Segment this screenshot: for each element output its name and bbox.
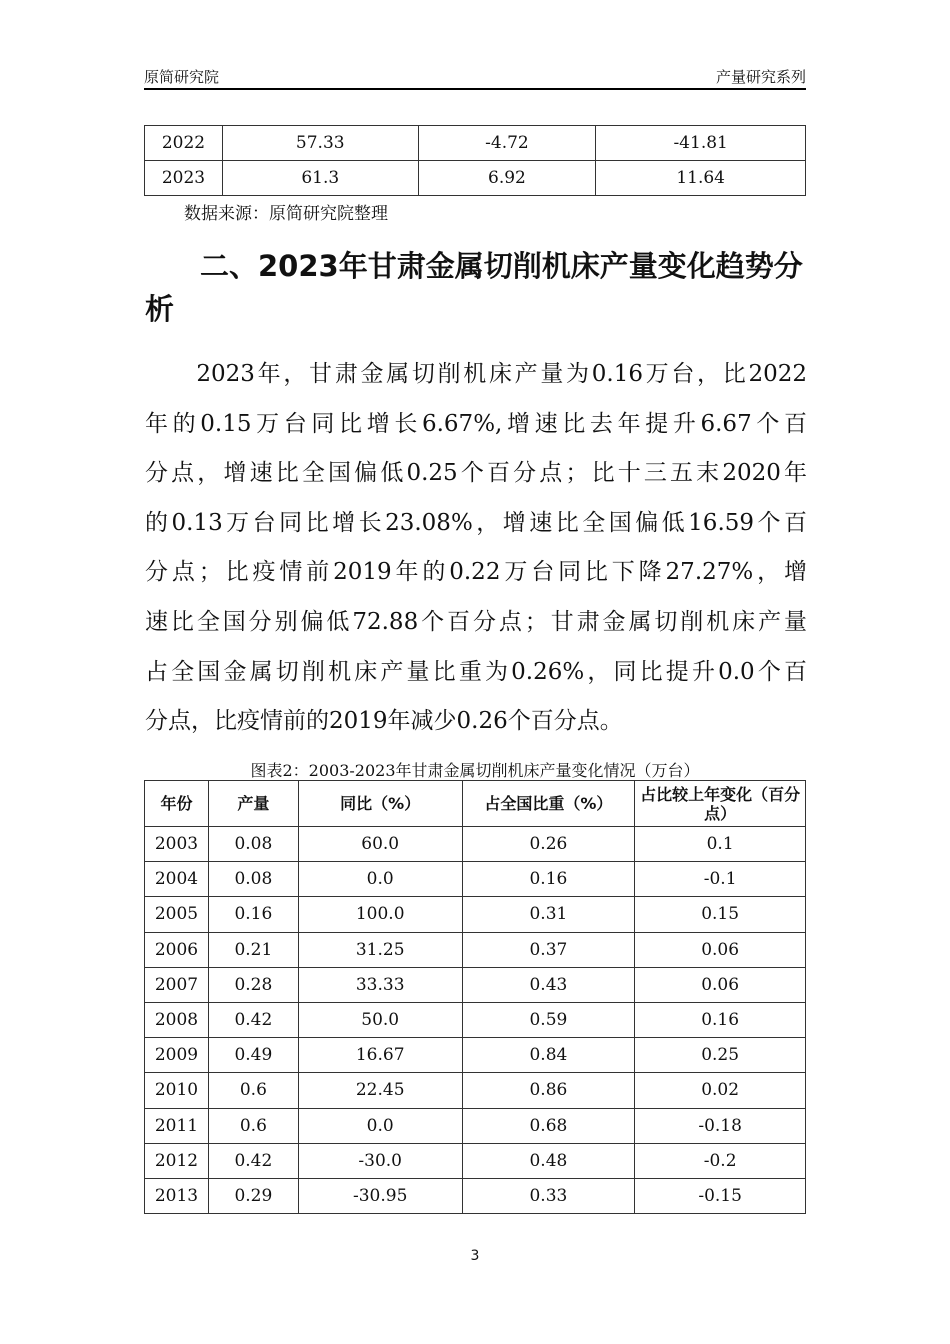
table-cell: 0.84	[462, 1038, 635, 1073]
table-cell: 0.28	[208, 967, 298, 1002]
page-number: 3	[470, 1248, 480, 1264]
column-header: 占比较上年变化（百分点）	[635, 781, 806, 827]
table-row	[145, 967, 806, 1002]
paragraph-line: 的0.13万台同比增长23.08%，增速比全国偏低16.59个百	[145, 509, 807, 536]
table-cell: 0.31	[462, 897, 635, 932]
table-cell: 2022	[145, 126, 223, 161]
table-cell: 0.06	[635, 967, 806, 1002]
table-cell: 0.21	[208, 932, 298, 967]
table-cell: 0.15	[635, 897, 806, 932]
table-row	[145, 161, 806, 196]
paragraph-line: 分点；比疫情前2019年的0.22万台同比下降27.27%，增	[145, 559, 807, 586]
header-org: 原简研究院	[144, 68, 220, 86]
column-header: 年份	[145, 781, 209, 827]
section-heading: 二、2023年甘肃金属切削机床产量变化趋势分	[200, 249, 803, 283]
table-row	[145, 126, 806, 161]
table-cell: 0.42	[208, 1143, 298, 1178]
table-cell: 0.1	[635, 827, 806, 862]
table-cell: -30.95	[298, 1178, 462, 1213]
table-cell: 0.0	[298, 862, 462, 897]
paragraph-line: 分点，比疫情前的2019年减少0.26个百分点。	[145, 708, 623, 735]
table-cell: 16.67	[298, 1038, 462, 1073]
table-row	[145, 932, 806, 967]
table-cell: 2008	[145, 1002, 209, 1037]
table-cell: 2007	[145, 967, 209, 1002]
table-cell: -30.0	[298, 1143, 462, 1178]
paragraph-line: 2023年，甘肃金属切削机床产量为0.16万台，比2022	[145, 361, 807, 387]
column-header: 产量	[208, 781, 298, 827]
table-cell: 0.37	[462, 932, 635, 967]
table-cell: 2009	[145, 1038, 209, 1073]
production-table	[144, 780, 806, 1214]
table-cell: 2011	[145, 1108, 209, 1143]
table-cell: -4.72	[418, 126, 596, 161]
table-cell: 2006	[145, 932, 209, 967]
table-cell: 6.92	[418, 161, 596, 196]
table-caption: 图表2：2003-2023年甘肃金属切削机床产量变化情况（万台）	[250, 761, 700, 780]
table-cell: 0.25	[635, 1038, 806, 1073]
table-cell: 0.48	[462, 1143, 635, 1178]
header-series: 产量研究系列	[715, 68, 806, 86]
table-row	[145, 1073, 806, 1108]
table-row	[145, 862, 806, 897]
column-header: 同比（%）	[298, 781, 462, 827]
table-cell: 0.33	[462, 1178, 635, 1213]
table-cell: 60.0	[298, 827, 462, 862]
table-cell: 61.3	[222, 161, 418, 196]
table-cell: 11.64	[596, 161, 806, 196]
data-source: 数据来源：原简研究院整理	[184, 204, 388, 224]
table-cell: 2005	[145, 897, 209, 932]
paragraph-line: 分点，增速比全国偏低0.25个百分点；比十三五末2020年	[145, 460, 807, 487]
table-row	[145, 897, 806, 932]
table-cell: 0.68	[462, 1108, 635, 1143]
table-cell: 0.16	[462, 862, 635, 897]
table-cell: 2013	[145, 1178, 209, 1213]
table-cell: 0.02	[635, 1073, 806, 1108]
table-cell: 0.06	[635, 932, 806, 967]
page-header	[144, 66, 806, 90]
table-row	[145, 1108, 806, 1143]
table-cell: 0.59	[462, 1002, 635, 1037]
analysis-paragraph	[145, 350, 807, 747]
table-cell: -0.2	[635, 1143, 806, 1178]
table-cell: 2010	[145, 1073, 209, 1108]
table-row	[145, 1143, 806, 1178]
table-cell: 0.29	[208, 1178, 298, 1213]
table-cell: 0.86	[462, 1073, 635, 1108]
table-cell: -41.81	[596, 126, 806, 161]
table-cell: 2004	[145, 862, 209, 897]
table-cell: 2023	[145, 161, 223, 196]
table-cell: 22.45	[298, 1073, 462, 1108]
table-row	[145, 1038, 806, 1073]
table-cell: 0.08	[208, 862, 298, 897]
table-row	[145, 1002, 806, 1037]
table-cell: 0.16	[635, 1002, 806, 1037]
table-cell: 100.0	[298, 897, 462, 932]
table-row	[145, 827, 806, 862]
table-cell: 0.16	[208, 897, 298, 932]
table-continued	[144, 125, 806, 196]
paragraph-line: 占全国金属切削机床产量比重为0.26%，同比提升0.0个百	[145, 658, 807, 685]
table-cell: 31.25	[298, 932, 462, 967]
table-cell: 2003	[145, 827, 209, 862]
table-cell: 0.26	[462, 827, 635, 862]
table-cell: 0.43	[462, 967, 635, 1002]
column-header: 占全国比重（%）	[462, 781, 635, 827]
table-cell: 33.33	[298, 967, 462, 1002]
table-cell: -0.15	[635, 1178, 806, 1213]
table-cell: 50.0	[298, 1002, 462, 1037]
table-cell: -0.18	[635, 1108, 806, 1143]
table-cell: 0.6	[208, 1073, 298, 1108]
paragraph-line: 速比全国分别偏低72.88个百分点；甘肃金属切削机床产量	[145, 608, 807, 635]
table-cell: 57.33	[222, 126, 418, 161]
table-cell: 0.08	[208, 827, 298, 862]
table-cell: 0.42	[208, 1002, 298, 1037]
table-cell: 0.0	[298, 1108, 462, 1143]
table-row	[145, 1178, 806, 1213]
table-cell: 0.49	[208, 1038, 298, 1073]
paragraph-line: 年的0.15万台同比增长6.67%,增速比去年提升6.67个百	[145, 410, 807, 437]
table-cell: 2012	[145, 1143, 209, 1178]
table-cell: 0.6	[208, 1108, 298, 1143]
table-cell: -0.1	[635, 862, 806, 897]
section-heading-cont: 析	[145, 292, 175, 326]
